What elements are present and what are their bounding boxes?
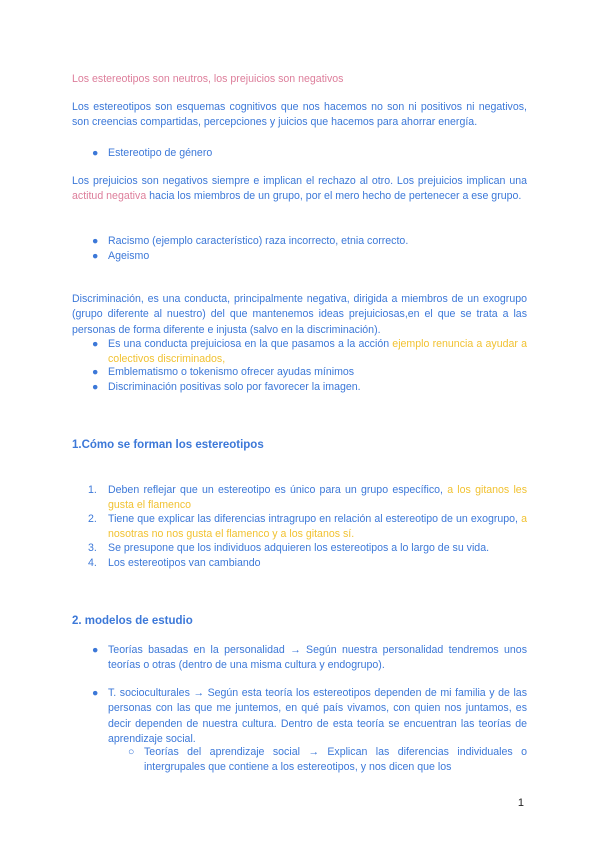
highlight-example: a los gitanos les gusta el flamenco <box>108 484 527 512</box>
list-item: Teorías basadas en la personalidad → Según nuestra personalidad tendremos unos teorías o otras (dentro de una misma cultura y endogrupo). <box>108 644 527 672</box>
list-item: Estereotipo de género <box>108 147 213 159</box>
list-item: Deben reflejar que un estereotipo es único para un grupo específico, a los gitanos les gusta el flamenco <box>108 484 527 512</box>
paragraph-prejudices: Los prejuicios son negativos siempre e implican el rechazo al otro. Los prejuicios implican una actitud negativa hacia los miembros de un grupo, por el mero hecho de pertenecer a ese grupo. <box>72 175 527 203</box>
page-number: 1 <box>517 797 524 809</box>
list-item: Emblematismo o tokenismo ofrecer ayudas mínimos <box>108 366 355 378</box>
bullet-icon: ● <box>92 644 99 656</box>
list-item: Tiene que explicar las diferencias intragrupo en relación al estereotipo de un exogrupo, a nosotras no nos gusta el flamenco y a los gitanos sí. <box>108 513 527 541</box>
list-number: 4. <box>88 557 97 569</box>
list-item: Teorías del aprendizaje social → Explican las diferencias individuales o intergrupales que contiene a los estereotipos, y nos dicen que los <box>144 746 527 774</box>
list-number: 3. <box>88 542 97 554</box>
highlight-negative-attitude: actitud negativa <box>72 190 147 203</box>
list-item: Los estereotipos van cambiando <box>108 557 261 569</box>
bullet-icon: ● <box>92 250 99 262</box>
paragraph-discrimination: Discriminación, es una conducta, principalmente negativa, dirigida a miembros de un exogrupo (grupo diferente al nuestro) del que mantenemos ideas prejuiciosas,en el que se trata a las personas de forma diferente e injusta (salvo en la discriminación). <box>72 293 527 336</box>
paragraph-stereotypes: Los estereotipos son esquemas cognitivos que nos hacemos no son ni positivos ni negativos, son creencias compartidas, percepciones y juicios que hacemos para ahorrar energía. <box>72 101 527 129</box>
list-item: Racismo (ejemplo característico) raza incorrecto, etnia correcto. <box>108 235 409 247</box>
highlight-example: ejemplo renuncia a ayudar a colectivos discriminados, <box>108 338 527 366</box>
bullet-icon: ● <box>92 381 99 393</box>
list-item: Ageismo <box>108 250 150 262</box>
list-number: 2. <box>88 513 97 525</box>
section-heading-2: 2. modelos de estudio <box>72 615 193 627</box>
circle-bullet-icon: ○ <box>128 746 135 758</box>
section-heading-1: 1.Cómo se forman los estereotipos <box>72 439 264 451</box>
bullet-icon: ● <box>92 366 99 378</box>
list-item: T. socioculturales → Según esta teoría los estereotipos dependen de mi familia y de las personas con las que me juntemos, en qué país vivamos, con quien nos juntamos, es decir dependen de nuestra cultura. Dentro de esta teoría se encuentran las teorías de aprendizaje social. <box>108 687 527 746</box>
bullet-icon: ● <box>92 147 99 159</box>
bullet-icon: ● <box>92 235 99 247</box>
page-heading: Los estereotipos son neutros, los prejuicios son negativos <box>72 73 344 85</box>
bullet-icon: ● <box>92 687 99 699</box>
list-item: Se presupone que los individuos adquieren los estereotipos a lo largo de su vida. <box>108 542 490 554</box>
highlight-example: a nosotras no nos gusta el flamenco y a los gitanos sí. <box>108 513 527 541</box>
bullet-icon: ● <box>92 338 99 350</box>
list-item: Es una conducta prejuiciosa en la que pasamos a la acción ejemplo renuncia a ayudar a colectivos discriminados, <box>108 338 527 366</box>
list-item: Discriminación positivas solo por favorecer la imagen. <box>108 381 361 393</box>
list-number: 1. <box>88 484 97 496</box>
